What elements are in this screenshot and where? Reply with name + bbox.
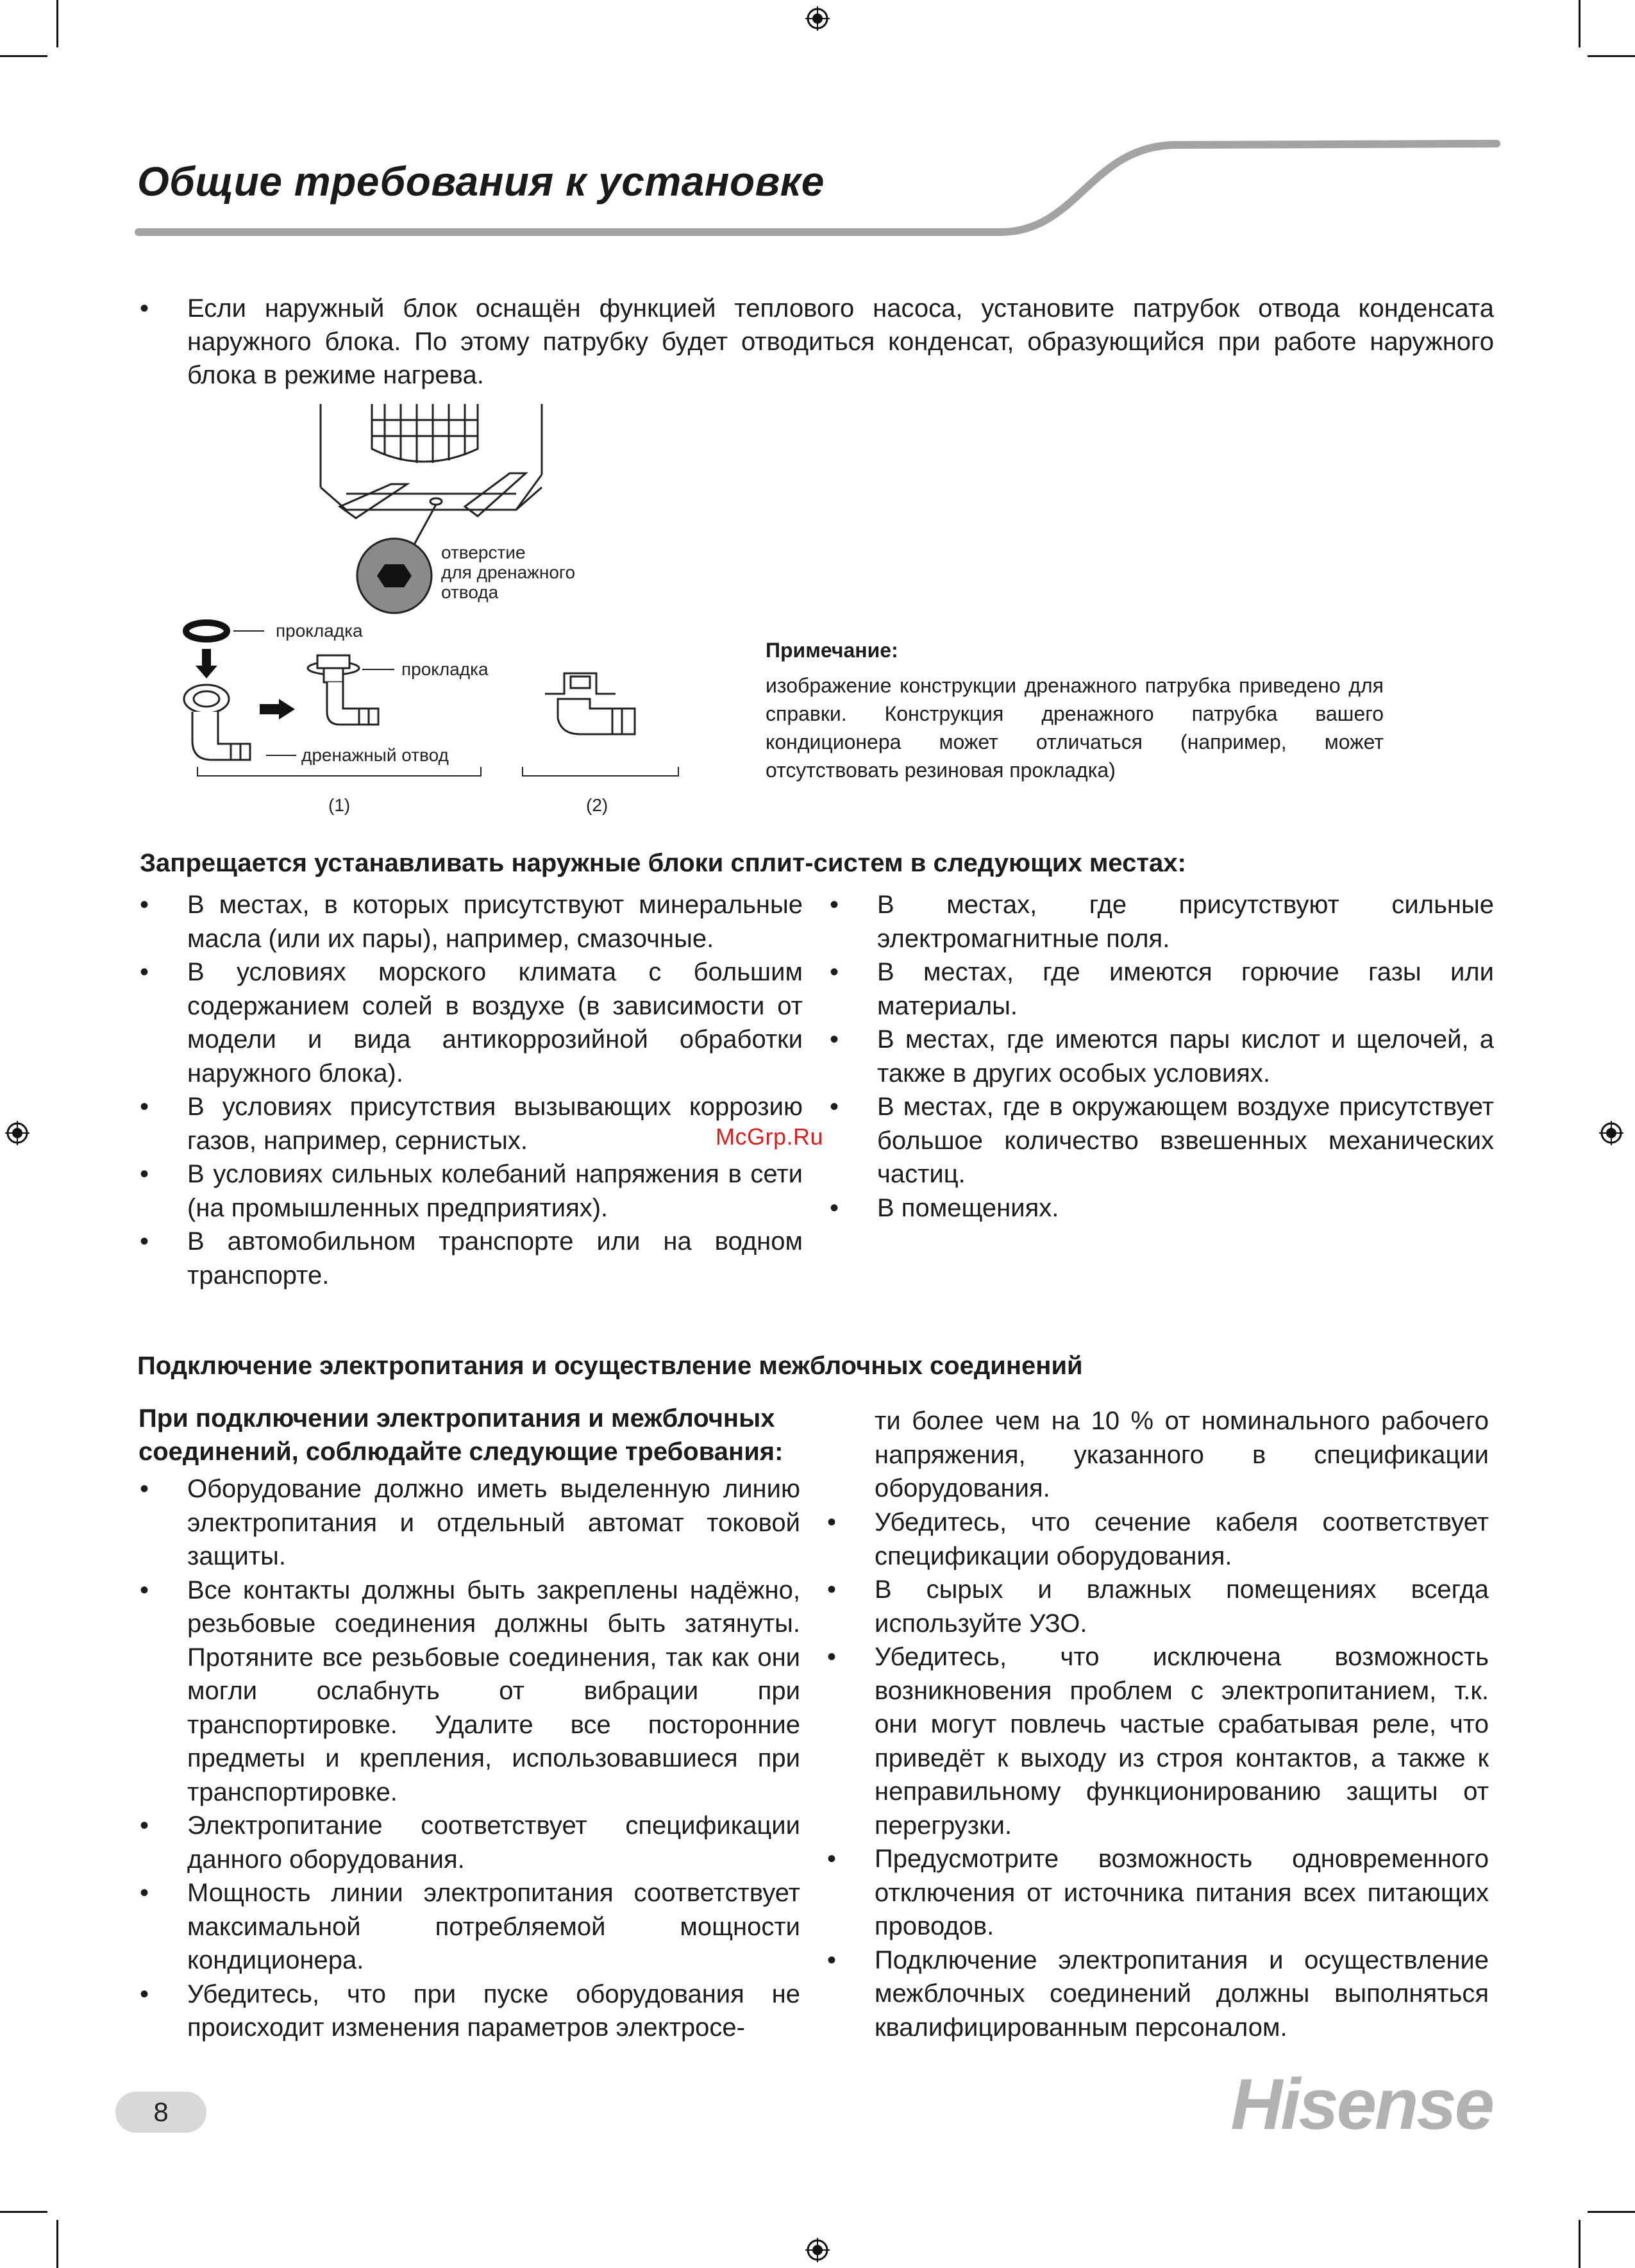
watermark: McGrp.Ru [716, 1123, 824, 1150]
list-item: • Оборудование должно иметь выделенную линию электропитания и отдельный автомат токовой защиты. [137, 1472, 800, 1574]
crop-mark [0, 2211, 47, 2213]
list-item: • В условиях присутствия вызывающих коррозию газов, например, сернистых. [137, 1090, 803, 1157]
crop-mark [1588, 2211, 1635, 2213]
list-item: • В местах, в которых присутствуют минеральные масла (или их пары), например, смазочные. [137, 888, 803, 955]
list-item: • В условиях морского климата с большим содержанием солей в воздухе (в зависимости от модели и вида антикоррозийной обработки наружного блока). [137, 955, 803, 1090]
list-item: • Если наружный блок оснащён функцией теплового насоса, установите патрубок отвода конденсата наружного блока. По этому патрубку будет отводиться конденсат, образующийся при работе наружного блока в режиме нагрева. [137, 292, 1494, 392]
list-item: • В сырых и влажных помещениях всегда используйте УЗО. [825, 1573, 1489, 1640]
list-item: • В условиях сильных колебаний напряжения в сети (на промышленных предприятиях). [137, 1157, 803, 1225]
list-item: • Электропитание соответствует спецификации данного оборудования. [137, 1809, 800, 1876]
crop-mark [0, 55, 47, 57]
drain-fitting-icon [184, 685, 250, 760]
prohibited-list-left [137, 888, 803, 1292]
registration-mark-icon [805, 6, 830, 31]
drain-hole-label [441, 542, 575, 602]
page-number: 8 [115, 2092, 206, 2133]
figure-caption: (2) [586, 795, 608, 815]
list-item: • В автомобильном транспорте или на водном транспорте. [137, 1225, 803, 1292]
list-item: • Предусмотрите возможность одновременного отключения от источника питания всех питающих проводов. [825, 1842, 1489, 1944]
power-list-right [825, 1506, 1489, 2044]
drain-outlet-label: дренажный отвод [301, 745, 449, 765]
list-item: • Подключение электропитания и осуществление межблочных соединений должны выполняться квалифицированным персоналом. [825, 1944, 1489, 2045]
registration-mark-icon [5, 1121, 29, 1145]
section-heading: Подключение электропитания и осуществление межблочных соединений [137, 1352, 1083, 1380]
list-item: • В местах, где присутствуют сильные электромагнитные поля. [827, 888, 1494, 955]
list-item: • Убедитесь, что при пуске оборудования не происходит изменения параметров электросе- [137, 1978, 800, 2045]
page-title: Общие требования к установке [137, 158, 825, 205]
list-item: • Мощность линии электропитания соответствует максимальной потребляемой мощности кондиционера. [137, 1876, 800, 1978]
continued-text: ти более чем на 10 % от номинального рабочего напряжения, указанного в спецификации оборудования. [875, 1407, 1489, 1502]
intro-list [137, 292, 1494, 392]
crop-mark [1579, 0, 1581, 47]
section-heading: Запрещается устанавливать наружные блоки сплит-систем в следующих местах: [140, 849, 1186, 877]
label-line: отверстие [441, 542, 526, 562]
note-block [766, 639, 1384, 784]
label-line: отвода [441, 582, 499, 602]
note-title: Примечание: [766, 639, 898, 662]
crop-mark [56, 0, 58, 47]
brand-logo: Hisense [1230, 2064, 1493, 2144]
gasket-label: прокладка [401, 659, 489, 679]
list-item: • В местах, где имеются горючие газы или материалы. [827, 955, 1494, 1023]
list-item: • В местах, где имеются пары кислот и щелочей, а также в других особых условиях. [827, 1023, 1494, 1090]
registration-mark-icon [1599, 1121, 1623, 1145]
prohibited-list-right [827, 888, 1494, 1225]
list-item: • В помещениях. [827, 1191, 1494, 1225]
crop-mark [56, 2220, 58, 2268]
outdoor-unit-illustration [321, 404, 542, 551]
label-line: для дренажного [441, 562, 576, 582]
list-item: • В местах, где в окружающем воздухе присутствует большое количество взвешенных механических частиц. [827, 1090, 1494, 1191]
list-item: • Убедитесь, что исключена возможность возникновения проблем с электропитанием, т.к. они могут повлечь частые срабатывая реле, что приведёт к выходу из строя контактов, а также к неправильному функционированию защиты от перегрузки. [825, 1640, 1489, 1842]
crop-mark [1579, 2220, 1581, 2268]
crop-mark [1588, 55, 1635, 57]
registration-mark-icon [805, 2238, 830, 2262]
list-item: • Убедитесь, что сечение кабеля соответствует спецификации оборудования. [825, 1506, 1489, 1573]
power-list-left [137, 1472, 800, 2045]
subsection-heading: При подключении электропитания и межблочных соединений, соблюдайте следующие требования: [138, 1404, 784, 1466]
gasket-label: прокладка [276, 621, 363, 641]
figure-caption: (1) [328, 795, 351, 815]
note-text: изображение конструкции дренажного патрубка приведено для справки. Конструкция дренажного патрубка вашего кондиционера может отличаться (например, может отсутствовать резиновая прокладка) [766, 674, 1384, 782]
list-item: • Все контакты должны быть закреплены надёжно, резьбовые соединения должны быть затянуты. Протяните все резьбовые соединения, так как они могли ослабнуть от вибрации при транспортировке. Удалите все посторонние предметы и крепления, использовавшиеся при транспортировке. [137, 1574, 800, 1810]
drain-fitting-figure [180, 398, 692, 782]
